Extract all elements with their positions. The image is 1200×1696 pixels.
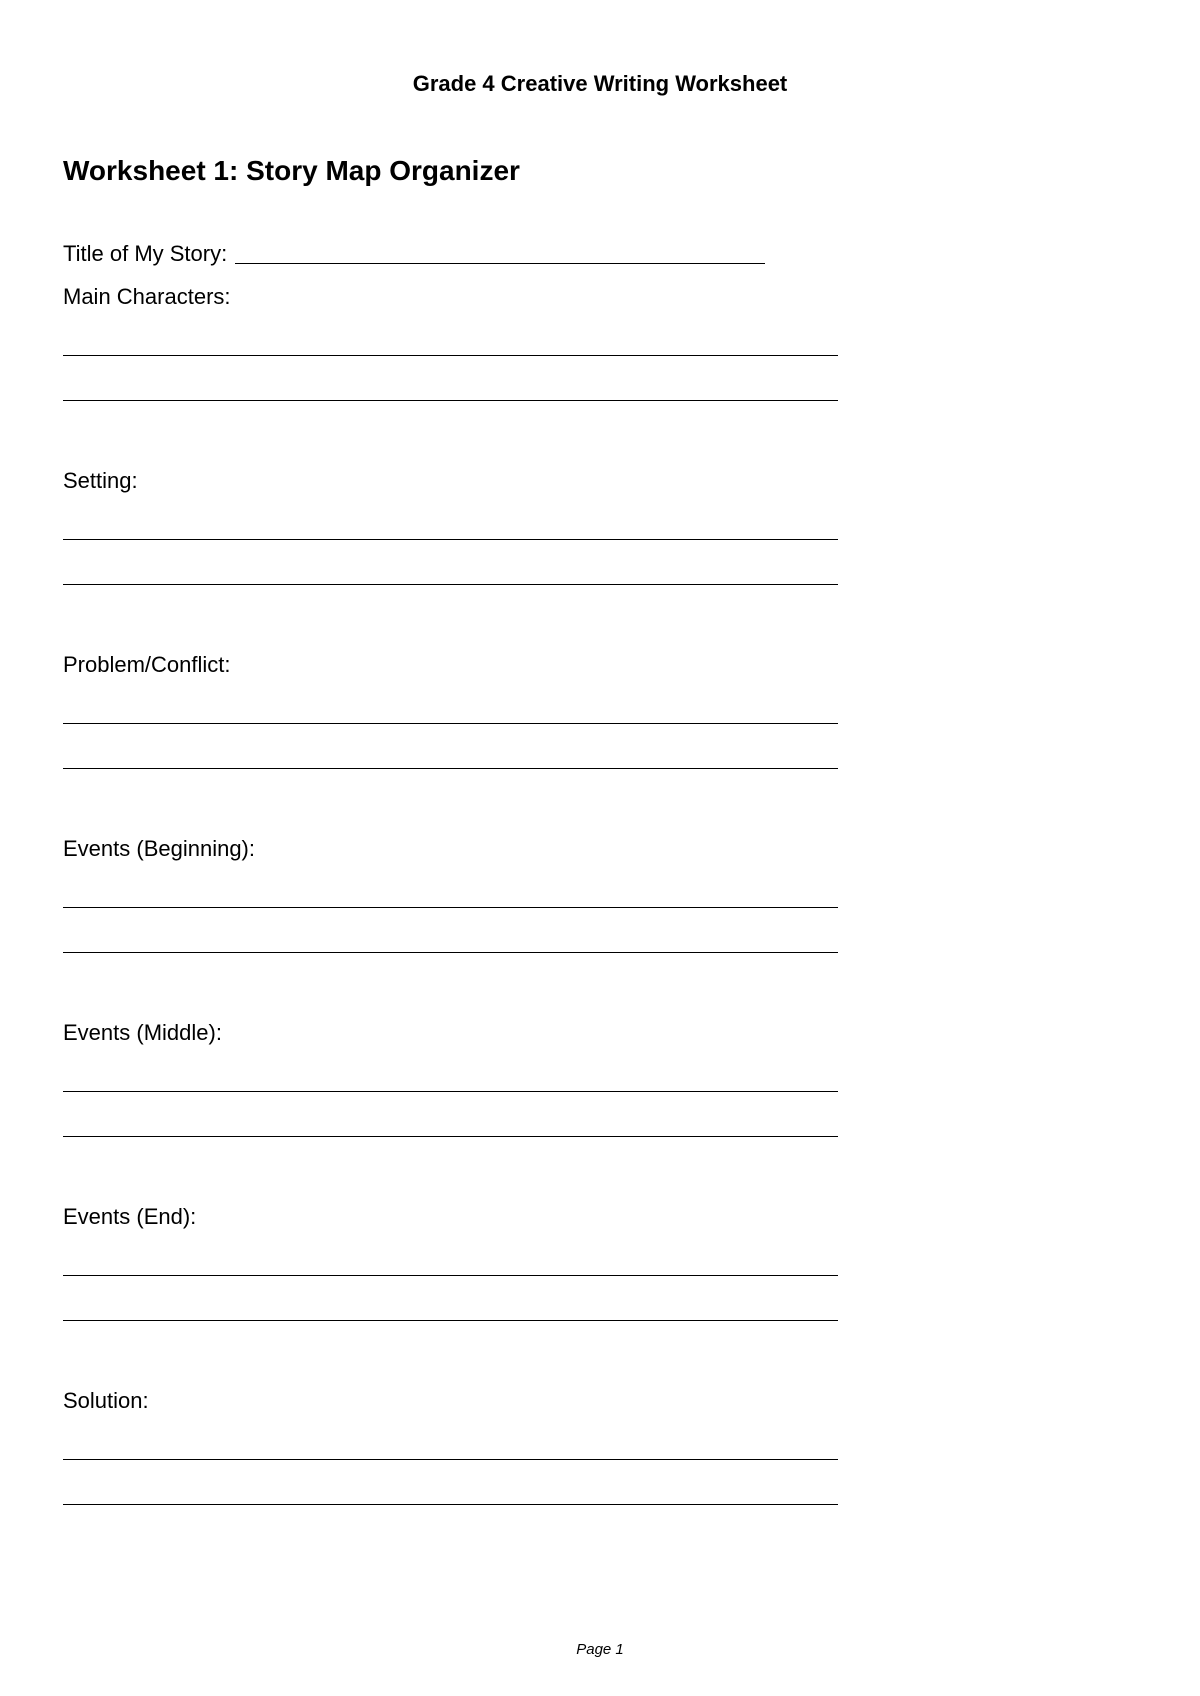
- story-title-blank-line[interactable]: [235, 239, 765, 264]
- section-events-beginning: [63, 836, 838, 862]
- section-main-characters: [63, 284, 838, 310]
- writing-line[interactable]: [63, 1275, 838, 1276]
- writing-line[interactable]: [63, 355, 838, 356]
- section-events-middle: [63, 1020, 838, 1046]
- writing-line[interactable]: [63, 907, 838, 908]
- writing-line[interactable]: [63, 1504, 838, 1505]
- writing-line[interactable]: [63, 768, 838, 769]
- writing-line[interactable]: [63, 952, 838, 953]
- section-events-end: [63, 1204, 838, 1230]
- writing-line[interactable]: [63, 539, 838, 540]
- section-solution: [63, 1388, 838, 1414]
- section-label: Events (Beginning):: [63, 836, 255, 861]
- document-header: Grade 4 Creative Writing Worksheet: [412, 71, 788, 96]
- section-label: Solution:: [63, 1388, 149, 1413]
- writing-line[interactable]: [63, 1459, 838, 1460]
- writing-line[interactable]: [63, 584, 838, 585]
- writing-line[interactable]: [63, 1136, 838, 1137]
- writing-line[interactable]: [63, 723, 838, 724]
- writing-line[interactable]: [63, 400, 838, 401]
- writing-line[interactable]: [63, 1091, 838, 1092]
- page-number: Page 1: [576, 1641, 624, 1658]
- section-label: Setting:: [63, 468, 138, 493]
- worksheet-title: Worksheet 1: Story Map Organizer: [63, 155, 520, 186]
- section-label: Events (End):: [63, 1204, 197, 1229]
- writing-line[interactable]: [63, 1320, 838, 1321]
- section-label: Main Characters:: [63, 284, 231, 309]
- section-label: Problem/Conflict:: [63, 652, 231, 677]
- story-title-label: Title of My Story:: [63, 241, 228, 266]
- section-setting: [63, 468, 838, 494]
- story-title-row: [63, 237, 765, 267]
- section-label: Events (Middle):: [63, 1020, 222, 1045]
- section-problem-conflict: [63, 652, 838, 678]
